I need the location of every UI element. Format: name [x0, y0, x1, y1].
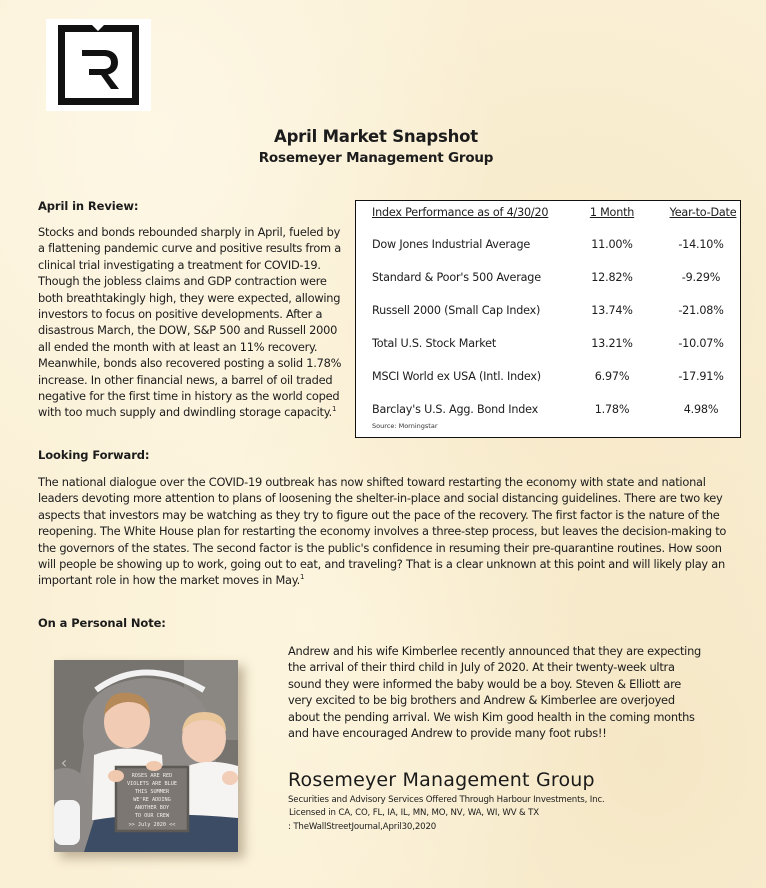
index-ytd-return: -14.10% — [678, 238, 724, 251]
index-name: Russell 2000 (Small Cap Index) — [372, 304, 541, 317]
table-row — [356, 238, 740, 258]
index-ytd-return: -21.08% — [678, 304, 724, 317]
personal-paragraph: Andrew and his wife Kimberlee recently announced that they are expecting the arrival of their third child in July of 2020. At their twenty-week ultra sound they were informed the baby would be a boy. Steven & Elliott are very excited to be big brothers and Andrew & Kimberlee are overjoyed about the pending arrival. We wish Kim good health in the coming months and have encouraged Andrew to provide many foot rubs!! — [288, 644, 702, 741]
board-line: ROSES ARE RED — [131, 773, 173, 779]
table-header-ytd: Year-to-Date — [669, 206, 737, 219]
review-heading: April in Review: — [38, 199, 139, 213]
index-month-return: 12.82% — [591, 271, 633, 284]
index-performance-table — [355, 200, 741, 438]
index-month-return: 1.78% — [594, 403, 630, 416]
index-month-return: 6.97% — [594, 370, 630, 383]
index-name: Standard & Poor's 500 Average — [372, 271, 541, 284]
forward-text: The national dialogue over the COVID-19 outbreak has now shifted toward restarting the economy with state and national leaders devoting more attention to plans of loosening the shelter-in-place and social distancing guidelines. There are two key aspects that investors may be watching as they try to figure out the pace of the recovery. The first factor is the nature of the reopening. The White House plan for restarting the economy involves a three-step process, but leaves the decision-making to the governors of the states. The second factor is the public's confidence in resuming their pre-quarantine routines. How soon will people be showing up to work, going out to eat, and traveling? That is a clear unknown at this point and will likely play an important role in how the market moves in May. — [38, 475, 727, 588]
disclosure-licenses: Licensed in CA, CO, FL, IA, IL, MN, MO, NV, WA, WI, WV & TX — [289, 808, 539, 818]
table-row — [356, 370, 740, 390]
board-line: VIOLETS ARE BLUE — [127, 781, 177, 787]
photo-illustration — [54, 660, 238, 852]
table-header-month: 1 Month — [589, 206, 635, 219]
board-line: >> July 2020 << — [128, 822, 176, 828]
family-photo — [54, 660, 238, 852]
review-footnote: 1 — [331, 405, 337, 414]
chevron-left-icon[interactable]: ‹ — [60, 753, 68, 772]
forward-heading: Looking Forward: — [38, 448, 150, 462]
table-row — [356, 337, 740, 357]
index-month-return: 13.74% — [591, 304, 633, 317]
index-ytd-return: -10.07% — [678, 337, 724, 350]
review-paragraph — [38, 224, 350, 421]
disclosure-securities: Securities and Advisory Services Offered Through Harbour Investments, Inc. — [288, 795, 605, 805]
forward-footnote: 1 — [300, 573, 305, 582]
index-name: MSCI World ex USA (Intl. Index) — [372, 370, 541, 383]
index-ytd-return: -9.29% — [681, 271, 721, 284]
board-line: WE'RE ADDING — [133, 797, 171, 803]
personal-heading: On a Personal Note: — [38, 616, 166, 630]
review-text: Stocks and bonds rebounded sharply in April, fueled by a flattening pandemic curve and positive results from a clinical trial investigating a treatment for COVID-19. Though the jobless claims and GDP contraction were both breathtakingly high, they were expected, allowing investors to focus on positive developments. After a disastrous March, the DOW, S&P 500 and Russell 2000 all ended the month with at least an 11% recovery. Meanwhile, bonds also recovered posting a solid 1.78% increase. In other financial news, a barrel of oil traded negative for the first time in history as the world coped with too much supply and dwindling storage capacity. — [38, 225, 342, 420]
index-ytd-return: -17.91% — [678, 370, 724, 383]
index-month-return: 13.21% — [591, 337, 633, 350]
page-subtitle — [0, 150, 766, 166]
page-subtitle-text: Rosemeyer Management Group — [258, 150, 494, 166]
table-row — [356, 271, 740, 291]
table-header-index: Index Performance as of 4/30/20 — [372, 206, 549, 219]
table-row — [356, 304, 740, 324]
board-line: TO OUR CREW — [134, 813, 170, 819]
index-ytd-return: 4.98% — [683, 403, 719, 416]
board-line: THIS SUMMER — [134, 789, 170, 795]
board-line: ANOTHER BOY — [134, 805, 170, 811]
index-name: Dow Jones Industrial Average — [372, 238, 531, 251]
footnote-source: : TheWallStreetJournal,April30,2020 — [288, 822, 437, 832]
index-month-return: 11.00% — [591, 238, 633, 251]
page-title — [0, 127, 766, 146]
index-name: Barclay's U.S. Agg. Bond Index — [372, 403, 539, 416]
index-name: Total U.S. Stock Market — [372, 337, 497, 350]
page-title-text: April Market Snapshot — [274, 127, 478, 146]
r-logo-icon — [56, 23, 141, 107]
signature-company-name: Rosemeyer Management Group — [288, 769, 595, 791]
table-row — [356, 403, 740, 423]
company-logo — [46, 19, 151, 111]
table-source-note: Source: Morningstar — [372, 422, 438, 430]
forward-paragraph — [38, 474, 738, 589]
